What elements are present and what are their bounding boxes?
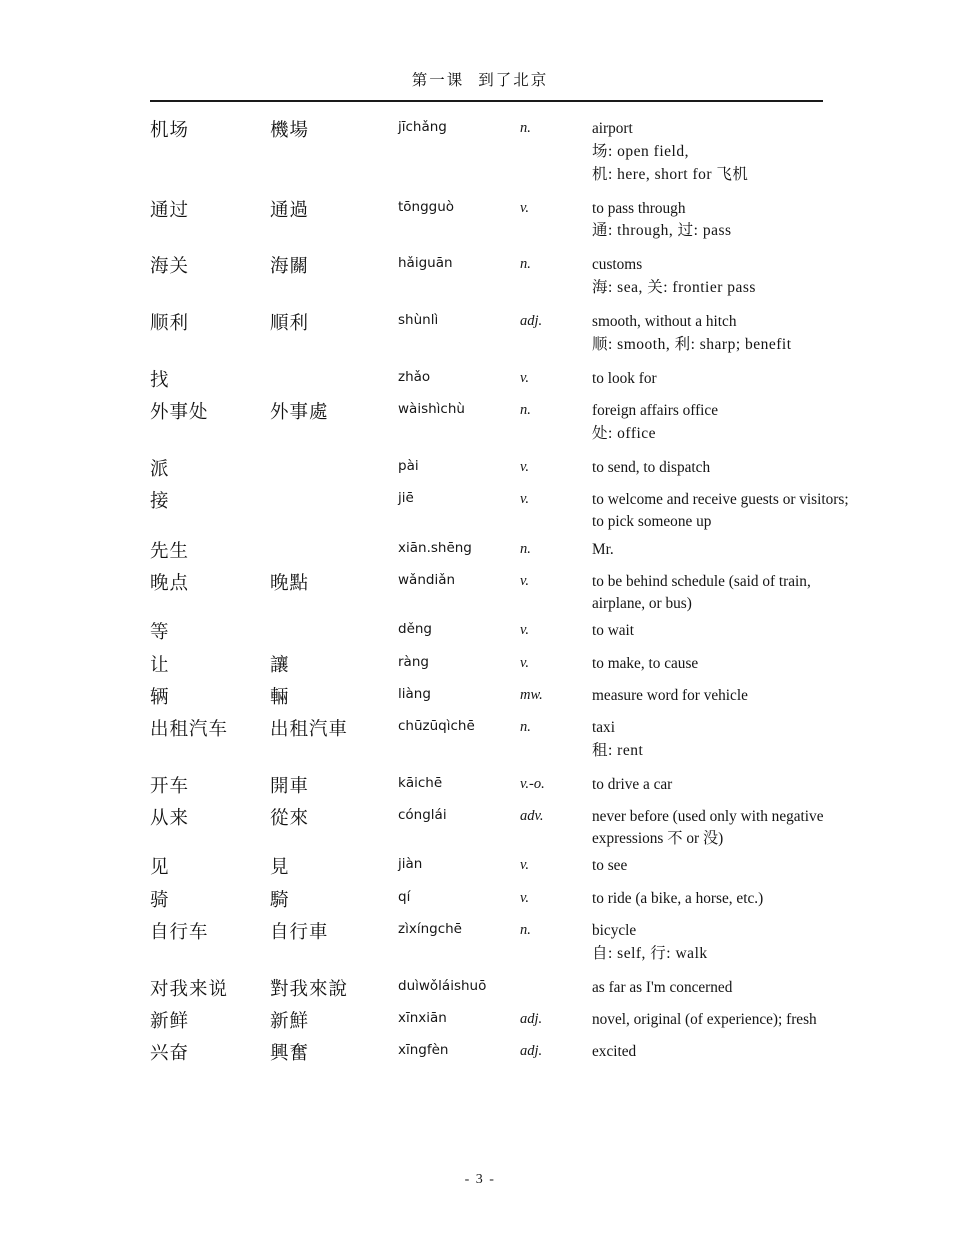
traditional-word: 對我來說: [270, 979, 349, 1000]
simplified-word: 海关: [150, 257, 190, 278]
pinyin-reading: jiàn: [398, 856, 423, 873]
part-of-speech: adj.: [520, 1011, 543, 1027]
part-of-speech: n.: [520, 719, 531, 736]
vocabulary-table: [150, 118, 850, 1074]
traditional-word: 機場: [270, 121, 310, 141]
definition-text: to see: [592, 857, 628, 875]
pinyin-reading: wàishìchù: [398, 401, 465, 418]
traditional-word: [270, 620, 398, 652]
simplified-word: 出租汽车: [150, 720, 229, 741]
part-of-speech: v.: [520, 572, 529, 589]
vocabulary-row: [150, 1009, 850, 1041]
traditional-word: [270, 368, 398, 400]
definition-cell: [592, 806, 850, 855]
character-gloss: 海: sea, 关: frontier pass: [592, 279, 756, 297]
definition-text: excited: [592, 1043, 637, 1061]
part-of-speech: v.: [520, 622, 529, 639]
definition-text: to welcome and receive guests or visitors; to pick someone up: [592, 491, 849, 530]
part-of-speech: n.: [520, 540, 531, 557]
character-gloss: 处: office: [592, 424, 657, 442]
definition-text: customs: [592, 256, 643, 274]
character-gloss: 租: rent: [592, 741, 644, 759]
definition-cell: [592, 920, 850, 977]
simplified-word: 从来: [150, 809, 190, 830]
vocabulary-row: [150, 977, 850, 1009]
traditional-word: [270, 489, 398, 538]
lesson-number: 第一课: [411, 72, 465, 89]
vocabulary-row: [150, 368, 850, 400]
definition-cell: [592, 400, 850, 457]
character-gloss: 自: self, 行: walk: [592, 944, 708, 962]
pinyin-reading: liàng: [398, 685, 431, 702]
part-of-speech: v.: [520, 369, 529, 386]
part-of-speech: v.: [520, 199, 529, 216]
vocabulary-row: [150, 254, 850, 311]
lesson-title: 到了北京: [478, 72, 549, 89]
definition-cell: [592, 685, 850, 717]
vocabulary-row: [150, 717, 850, 774]
definition-cell: [592, 888, 850, 920]
definition-cell: [592, 489, 850, 538]
pinyin-reading: cónglái: [398, 807, 447, 824]
part-of-speech: n.: [520, 120, 531, 136]
definition-text: to pass through: [592, 199, 686, 217]
definition-text: novel, original (of experience); fresh: [592, 1011, 817, 1028]
pinyin-reading: shùnlì: [398, 312, 439, 329]
simplified-word: 开车: [150, 776, 190, 797]
simplified-word: 外事处: [150, 403, 209, 424]
simplified-word: 骑: [150, 890, 170, 911]
page-number: - 3 -: [464, 1172, 496, 1187]
pinyin-reading: qí: [398, 888, 411, 905]
simplified-word: 派: [150, 459, 170, 480]
character-gloss: 场: open field,: [592, 142, 689, 160]
definition-text: to look for: [592, 369, 657, 387]
traditional-word: [270, 539, 398, 571]
part-of-speech: adj.: [520, 1043, 543, 1060]
simplified-word: 辆: [150, 687, 170, 708]
definition-cell: [592, 977, 850, 1009]
character-gloss: 通: through, 过: pass: [592, 222, 732, 240]
definition-text: to be behind schedule (said of train, airplane, or bus): [592, 572, 811, 612]
definition-text: taxi: [592, 719, 615, 737]
vocabulary-row: [150, 400, 850, 457]
part-of-speech: adj.: [520, 313, 543, 330]
part-of-speech: v.: [520, 889, 529, 906]
definition-cell: [592, 1041, 850, 1073]
definition-text: as far as I'm concerned: [592, 978, 733, 996]
pinyin-reading: xīngfèn: [398, 1042, 449, 1059]
vocabulary-row: [150, 806, 850, 855]
simplified-word: 自行车: [150, 923, 209, 944]
traditional-word: 輛: [270, 687, 290, 708]
definition-text: to wait: [592, 622, 635, 640]
pinyin-reading: tōngguò: [398, 198, 455, 215]
part-of-speech: adv.: [520, 808, 544, 825]
traditional-word: 出租汽車: [270, 720, 349, 741]
pinyin-reading: ràng: [398, 653, 429, 670]
part-of-speech: v.: [520, 491, 529, 508]
character-gloss: 顺: smooth, 利: sharp; benefit: [592, 335, 792, 353]
simplified-word: 晚点: [150, 573, 190, 594]
pinyin-reading: chūzūqìchē: [398, 718, 475, 735]
definition-text: bicycle: [592, 922, 637, 940]
pinyin-reading: wǎndiǎn: [398, 571, 456, 588]
vocabulary-row: [150, 198, 850, 255]
definition-cell: [592, 855, 850, 887]
definition-text: Mr.: [592, 540, 614, 558]
running-head: [0, 68, 960, 90]
vocabulary-row: [150, 620, 850, 652]
definition-cell: [592, 717, 850, 774]
simplified-word: 见: [150, 858, 170, 879]
simplified-word: 机场: [150, 121, 190, 141]
vocabulary-row: [150, 457, 850, 489]
definition-text: to send, to dispatch: [592, 458, 711, 476]
definition-cell: [592, 311, 850, 368]
definition-cell: [592, 1009, 850, 1041]
part-of-speech: [520, 977, 592, 1009]
definition-cell: [592, 457, 850, 489]
definition-cell: [592, 254, 850, 311]
definition-text: airport: [592, 120, 633, 137]
pinyin-reading: zhǎo: [398, 368, 431, 385]
simplified-word: 对我来说: [150, 979, 229, 1000]
definition-cell: [592, 118, 850, 198]
simplified-word: 等: [150, 623, 170, 644]
character-gloss: 机: here, short for 飞机: [592, 165, 749, 183]
part-of-speech: v.: [520, 857, 529, 874]
part-of-speech: v.: [520, 654, 529, 671]
definition-cell: [592, 539, 850, 571]
definition-text: measure word for vehicle: [592, 686, 748, 704]
simplified-word: 新鲜: [150, 1012, 190, 1032]
definition-cell: [592, 368, 850, 400]
pinyin-reading: jīchǎng: [398, 119, 447, 135]
header-rule: [150, 100, 823, 102]
definition-cell: [592, 653, 850, 685]
vocabulary-row: [150, 774, 850, 806]
pinyin-reading: kāichē: [398, 774, 443, 791]
pinyin-reading: děng: [398, 621, 433, 638]
vocabulary-row: [150, 920, 850, 977]
simplified-word: 先生: [150, 541, 190, 562]
definition-cell: [592, 198, 850, 255]
pinyin-reading: hǎiguān: [398, 255, 453, 272]
definition-text: to drive a car: [592, 775, 673, 793]
vocabulary-row: [150, 1041, 850, 1073]
definition-text: to make, to cause: [592, 654, 699, 672]
vocabulary-row: [150, 855, 850, 887]
part-of-speech: n.: [520, 402, 531, 419]
definition-text: foreign affairs office: [592, 402, 718, 420]
traditional-word: 從來: [270, 809, 310, 830]
part-of-speech: n.: [520, 256, 531, 273]
traditional-word: 興奮: [270, 1044, 310, 1065]
traditional-word: 外事處: [270, 403, 329, 424]
simplified-word: 接: [150, 492, 170, 513]
traditional-word: 順利: [270, 314, 310, 335]
pinyin-reading: xiān.shēng: [398, 539, 472, 556]
part-of-speech: n.: [520, 922, 531, 939]
traditional-word: 通過: [270, 200, 310, 221]
part-of-speech: mw.: [520, 686, 543, 703]
definition-text: never before (used only with negative expressions 不 or 没): [592, 808, 824, 847]
simplified-word: 兴奋: [150, 1044, 190, 1065]
traditional-word: 自行車: [270, 923, 329, 944]
definition-text: to ride (a bike, a horse, etc.): [592, 889, 764, 907]
traditional-word: 見: [270, 858, 290, 879]
definition-cell: [592, 774, 850, 806]
pinyin-reading: xīnxiān: [398, 1010, 447, 1026]
vocabulary-row: [150, 685, 850, 717]
part-of-speech: v.-o.: [520, 775, 545, 792]
vocabulary-row: [150, 888, 850, 920]
traditional-word: 騎: [270, 890, 290, 911]
vocabulary-row: [150, 539, 850, 571]
definition-cell: [592, 620, 850, 652]
vocabulary-row: [150, 571, 850, 620]
definition-cell: [592, 571, 850, 620]
traditional-word: [270, 457, 398, 489]
vocabulary-row: [150, 489, 850, 538]
vocabulary-row: [150, 653, 850, 685]
pinyin-reading: jiē: [398, 490, 414, 507]
simplified-word: 顺利: [150, 314, 190, 335]
part-of-speech: v.: [520, 458, 529, 475]
pinyin-reading: duìwǒláishuō: [398, 977, 487, 994]
definition-text: smooth, without a hitch: [592, 313, 737, 331]
traditional-word: 海關: [270, 257, 310, 278]
simplified-word: 找: [150, 370, 170, 391]
traditional-word: 新鮮: [270, 1012, 310, 1032]
traditional-word: 開車: [270, 776, 310, 797]
simplified-word: 让: [150, 655, 170, 676]
vocabulary-row: [150, 118, 850, 198]
simplified-word: 通过: [150, 200, 190, 221]
pinyin-reading: pài: [398, 457, 419, 474]
traditional-word: 讓: [270, 655, 290, 676]
pinyin-reading: zìxíngchē: [398, 921, 462, 938]
vocabulary-row: [150, 311, 850, 368]
traditional-word: 晚點: [270, 573, 310, 594]
